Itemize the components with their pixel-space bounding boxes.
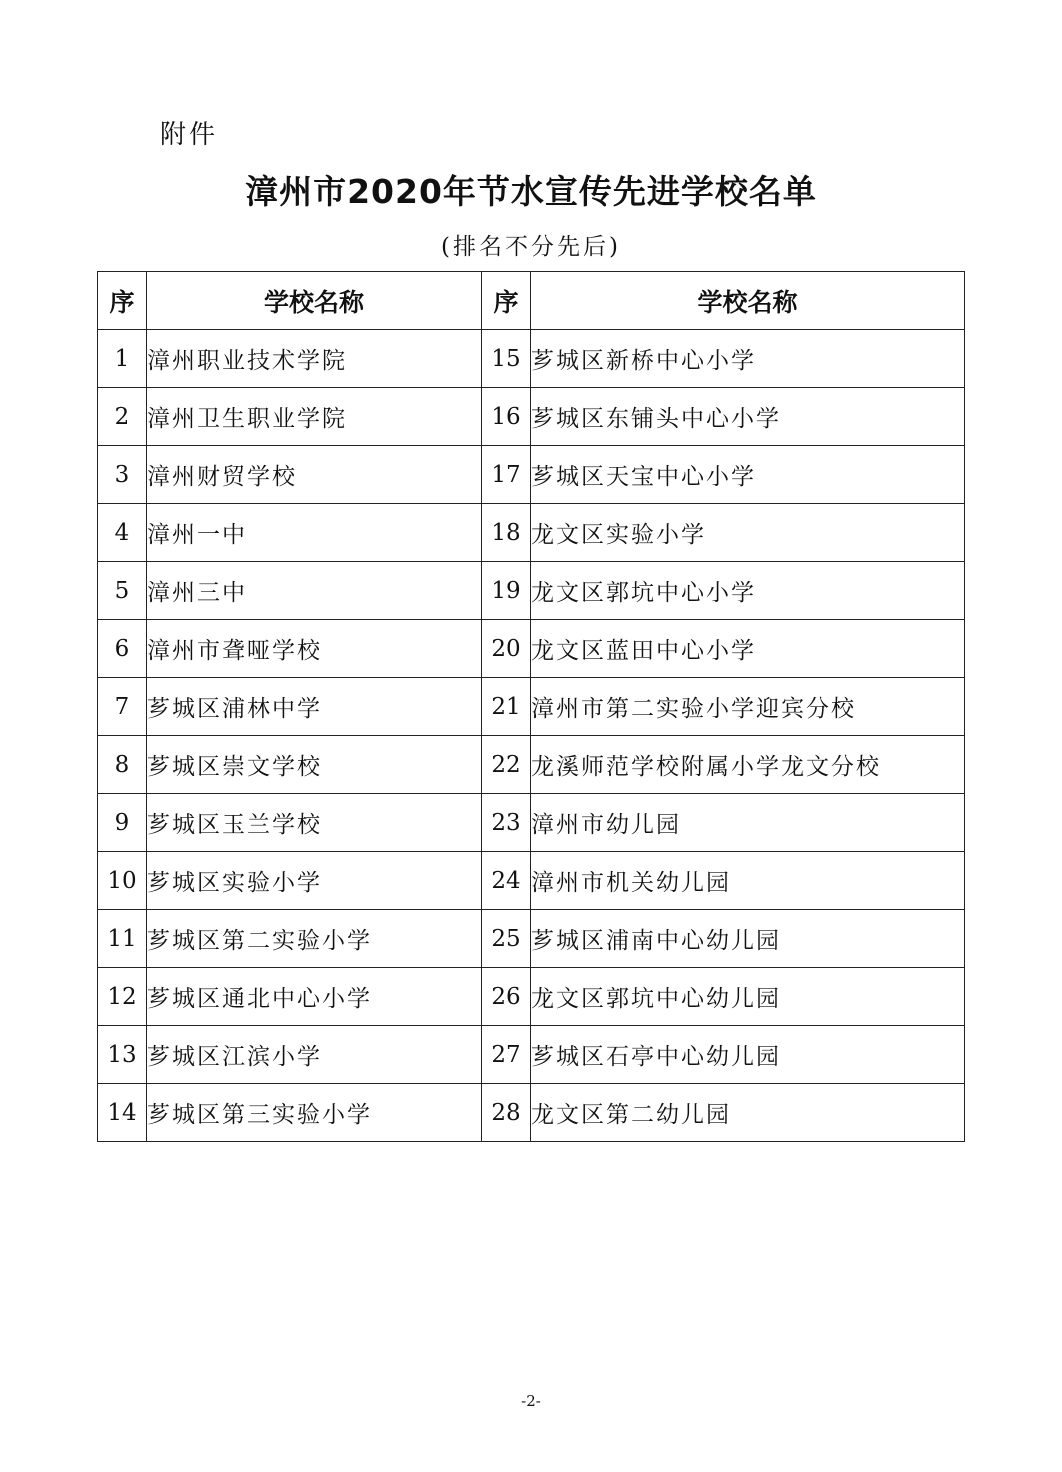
document-subtitle: (排名不分先后): [441, 234, 621, 260]
school-name-left: 漳州财贸学校: [147, 446, 482, 504]
school-name-left: 漳州三中: [147, 562, 482, 620]
row-number-left: 7: [98, 678, 147, 736]
attachment-label: 附件: [160, 120, 219, 150]
table-row: [98, 330, 965, 388]
school-name-left: 漳州一中: [147, 504, 482, 562]
table-row: [98, 678, 965, 736]
table-row: [98, 388, 965, 446]
row-number-right: 22: [482, 736, 531, 794]
row-number-left: 2: [98, 388, 147, 446]
row-number-left: 8: [98, 736, 147, 794]
row-number-right: 21: [482, 678, 531, 736]
header-seq-left: 序: [98, 272, 147, 330]
row-number-left: 13: [98, 1026, 147, 1084]
school-name-right: 龙文区郭坑中心幼儿园: [531, 968, 965, 1026]
page-number: -2-: [521, 1392, 541, 1410]
row-number-left: 11: [98, 910, 147, 968]
row-number-right: 25: [482, 910, 531, 968]
school-name-right: 龙文区郭坑中心小学: [531, 562, 965, 620]
school-name-left: 芗城区江滨小学: [147, 1026, 482, 1084]
row-number-left: 12: [98, 968, 147, 1026]
school-name-left: 芗城区玉兰学校: [147, 794, 482, 852]
row-number-left: 3: [98, 446, 147, 504]
school-name-left: 漳州市聋哑学校: [147, 620, 482, 678]
school-name-left: 漳州职业技术学院: [147, 330, 482, 388]
row-number-left: 9: [98, 794, 147, 852]
row-number-right: 27: [482, 1026, 531, 1084]
table-row: [98, 1084, 965, 1142]
school-name-right: 龙文区蓝田中心小学: [531, 620, 965, 678]
school-name-left: 漳州卫生职业学院: [147, 388, 482, 446]
school-name-left: 芗城区通北中心小学: [147, 968, 482, 1026]
header-name-right: 学校名称: [531, 272, 965, 330]
school-name-right: 漳州市机关幼儿园: [531, 852, 965, 910]
school-name-right: 漳州市幼儿园: [531, 794, 965, 852]
row-number-right: 26: [482, 968, 531, 1026]
row-number-right: 15: [482, 330, 531, 388]
school-name-right: 漳州市第二实验小学迎宾分校: [531, 678, 965, 736]
row-number-left: 6: [98, 620, 147, 678]
row-number-right: 23: [482, 794, 531, 852]
school-name-right: 芗城区石亭中心幼儿园: [531, 1026, 965, 1084]
table-row: [98, 446, 965, 504]
row-number-left: 10: [98, 852, 147, 910]
row-number-right: 28: [482, 1084, 531, 1142]
school-name-right: 芗城区新桥中心小学: [531, 330, 965, 388]
row-number-right: 20: [482, 620, 531, 678]
school-name-left: 芗城区第三实验小学: [147, 1084, 482, 1142]
table-row: [98, 736, 965, 794]
table-row: [98, 968, 965, 1026]
school-name-right: 龙溪师范学校附属小学龙文分校: [531, 736, 965, 794]
row-number-right: 16: [482, 388, 531, 446]
document-title: 漳州市2020年节水宣传先进学校名单: [245, 172, 817, 211]
school-name-right: 龙文区第二幼儿园: [531, 1084, 965, 1142]
table-row: [98, 794, 965, 852]
row-number-left: 4: [98, 504, 147, 562]
table-body: [98, 330, 965, 1142]
row-number-right: 17: [482, 446, 531, 504]
row-number-right: 19: [482, 562, 531, 620]
table-row: [98, 1026, 965, 1084]
row-number-left: 5: [98, 562, 147, 620]
row-number-left: 14: [98, 1084, 147, 1142]
table-row: [98, 504, 965, 562]
row-number-left: 1: [98, 330, 147, 388]
school-name-left: 芗城区实验小学: [147, 852, 482, 910]
school-list-table: [97, 271, 965, 1142]
school-name-right: 芗城区东铺头中心小学: [531, 388, 965, 446]
school-name-left: 芗城区崇文学校: [147, 736, 482, 794]
table-row: [98, 852, 965, 910]
school-name-left: 芗城区浦林中学: [147, 678, 482, 736]
school-name-left: 芗城区第二实验小学: [147, 910, 482, 968]
table-row: [98, 620, 965, 678]
header-name-left: 学校名称: [147, 272, 482, 330]
school-name-right: 龙文区实验小学: [531, 504, 965, 562]
school-name-right: 芗城区浦南中心幼儿园: [531, 910, 965, 968]
header-seq-right: 序: [482, 272, 531, 330]
school-name-right: 芗城区天宝中心小学: [531, 446, 965, 504]
row-number-right: 24: [482, 852, 531, 910]
table-header-row: [98, 272, 965, 330]
table-row: [98, 562, 965, 620]
row-number-right: 18: [482, 504, 531, 562]
table-row: [98, 910, 965, 968]
